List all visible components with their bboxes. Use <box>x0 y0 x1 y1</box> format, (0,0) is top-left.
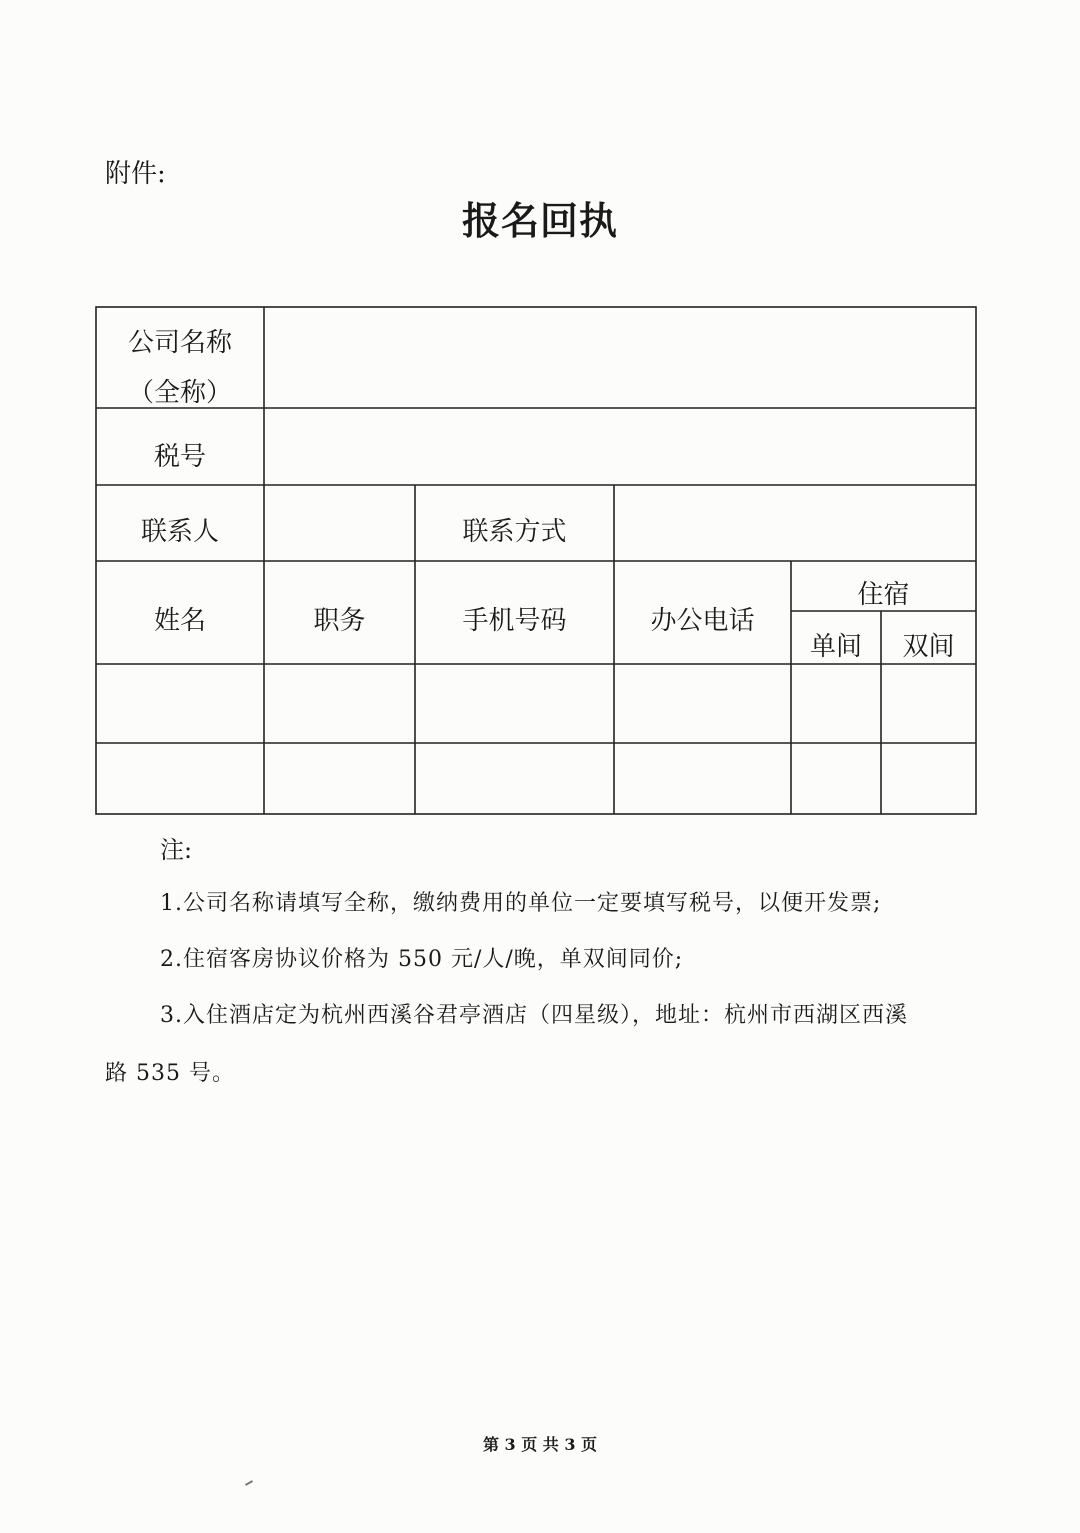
note-item: 2.住宿客房协议价格为 550 元/人/晚，单双间同价; <box>160 947 684 972</box>
contact-method-label: 联系方式 <box>462 517 567 547</box>
notes-heading: 注: <box>160 836 193 864</box>
note-item: 3.入住酒店定为杭州西溪谷君亭酒店（四星级），地址：杭州市西湖区西溪 <box>160 1003 908 1028</box>
attachment-label: 附件: <box>105 159 166 189</box>
column-header-office-phone: 办公电话 <box>650 606 755 636</box>
column-header-double-room: 双间 <box>902 632 955 662</box>
tax-id-input-cell[interactable] <box>266 410 974 483</box>
company-name-label: 公司名称 <box>127 328 232 358</box>
column-header-name: 姓名 <box>153 606 206 636</box>
column-header-position: 职务 <box>313 606 366 636</box>
company-name-sublabel: （全称） <box>127 378 232 408</box>
column-header-single-room: 单间 <box>809 632 862 662</box>
note-item: 路 535 号。 <box>105 1061 235 1086</box>
contact-person-label: 联系人 <box>140 517 219 547</box>
column-header-mobile: 手机号码 <box>462 606 567 636</box>
page-number-footer: 第 3 页 共 3 页 <box>482 1435 598 1454</box>
page-title: 报名回执 <box>461 198 618 243</box>
tax-id-label: 税号 <box>153 442 206 472</box>
note-item: 1.公司名称请填写全称，缴纳费用的单位一定要填写税号，以便开发票; <box>160 891 882 916</box>
table-row[interactable] <box>98 745 974 812</box>
contact-method-input-cell[interactable] <box>616 487 974 559</box>
column-header-lodging: 住宿 <box>857 580 910 610</box>
table-row[interactable] <box>98 666 974 741</box>
company-name-input-cell[interactable] <box>266 309 974 406</box>
contact-person-input-cell[interactable] <box>266 487 413 559</box>
